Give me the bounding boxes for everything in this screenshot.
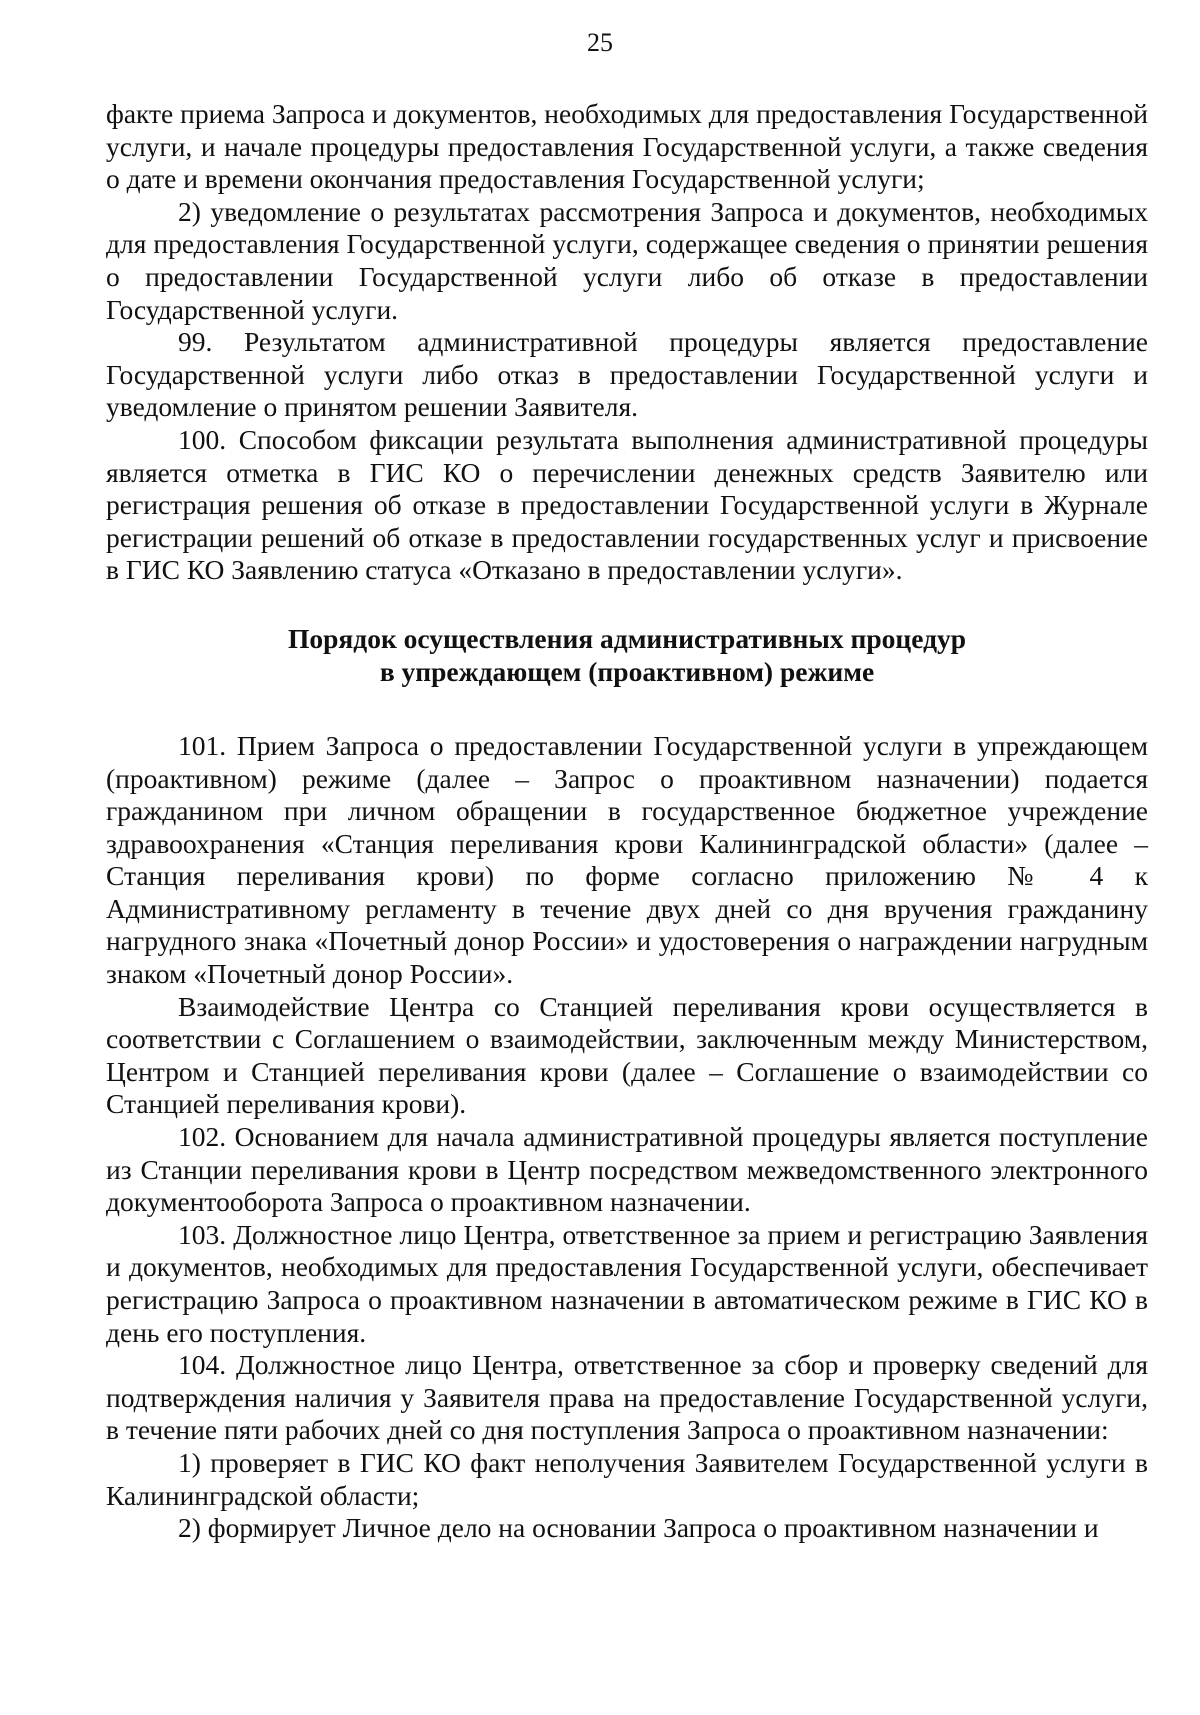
paragraph: 101. Прием Запроса о предоставлении Государственной услуги в упреждающем (проактивном) режиме (далее – Запрос о проактивном назначении) подается гражданином при личном обращении в государственное бюджетное учреждение здравоохранения «Станция переливания крови Калининградской области» (далее – Станция переливания крови) по форме согласно приложению № 4 к Административному регламенту в течение двух дней со дня вручения гражданину нагрудного знака «Почетный донор России» и удостоверения о награждении нагрудным знаком «Почетный донор России». bbox=[106, 729, 1148, 990]
paragraph: 1) проверяет в ГИС КО факт неполучения Заявителем Государственной услуги в Калининградской области; bbox=[106, 1446, 1148, 1511]
paragraphs-after-section bbox=[106, 730, 1148, 1545]
paragraph: 99. Результатом административной процедуры является предоставление Государственной услуги либо отказ в предоставлении Государственной услуги и уведомление о принятом решении Заявителя. bbox=[106, 326, 1148, 423]
paragraph: факте приема Запроса и документов, необходимых для предоставления Государственной услуги, и начале процедуры предоставления Государственной услуги, а также сведения о дате и времени окончания предоставления Государственной услуги; bbox=[106, 98, 1148, 195]
paragraph: 102. Основанием для начала административной процедуры является поступление из Станции переливания крови в Центр посредством межведомственного электронного документооборота Запроса о проактивном назначении. bbox=[106, 1121, 1148, 1218]
paragraph: 103. Должностное лицо Центра, ответственное за прием и регистрацию Заявления и документов, необходимых для предоставления Государственной услуги, обеспечивает регистрацию Запроса о проактивном назначении в автоматическом режиме в ГИС КО в день его поступления. bbox=[106, 1218, 1148, 1348]
paragraph: 100. Способом фиксации результата выполнения административной процедуры является отметка в ГИС КО о перечислении денежных средств Заявителю или регистрация решения об отказе в предоставлении Государственной услуги в Журнале регистрации решений об отказе в предоставлении государственных услуг и присвоение в ГИС КО Заявлению статуса «Отказано в предоставлении услуги». bbox=[106, 423, 1148, 586]
paragraph: 2) уведомление о результатах рассмотрения Запроса и документов, необходимых для предоставления Государственной услуги, содержащее сведения о принятии решения о предоставлении Государственной услуги либо об отказе в предоставлении Государственной услуги. bbox=[106, 195, 1148, 325]
paragraph: 104. Должностное лицо Центра, ответственное за сбор и проверку сведений для подтверждения наличия у Заявителя права на предоставление Государственной услуги, в течение пяти рабочих дней со дня поступления Запроса о проактивном назначении: bbox=[106, 1349, 1148, 1446]
section-title-line-1: Порядок осуществления административных процедур bbox=[287, 622, 967, 654]
paragraph: 2) формирует Личное дело на основании Запроса о проактивном назначении и bbox=[178, 1512, 1099, 1544]
paragraph: Взаимодействие Центра со Станцией переливания крови осуществляется в соответствии с Соглашением о взаимодействии, заключенным между Министерством, Центром и Станцией переливания крови (далее – Соглашение о взаимодействии со Станцией переливания крови). bbox=[106, 990, 1148, 1120]
section-title-line-2: в упреждающем (проактивном) режиме bbox=[379, 655, 875, 687]
page-number: 25 bbox=[587, 28, 613, 57]
section-title bbox=[106, 622, 1148, 688]
document-body bbox=[106, 98, 1148, 1545]
paragraphs-before-section bbox=[106, 98, 1148, 587]
